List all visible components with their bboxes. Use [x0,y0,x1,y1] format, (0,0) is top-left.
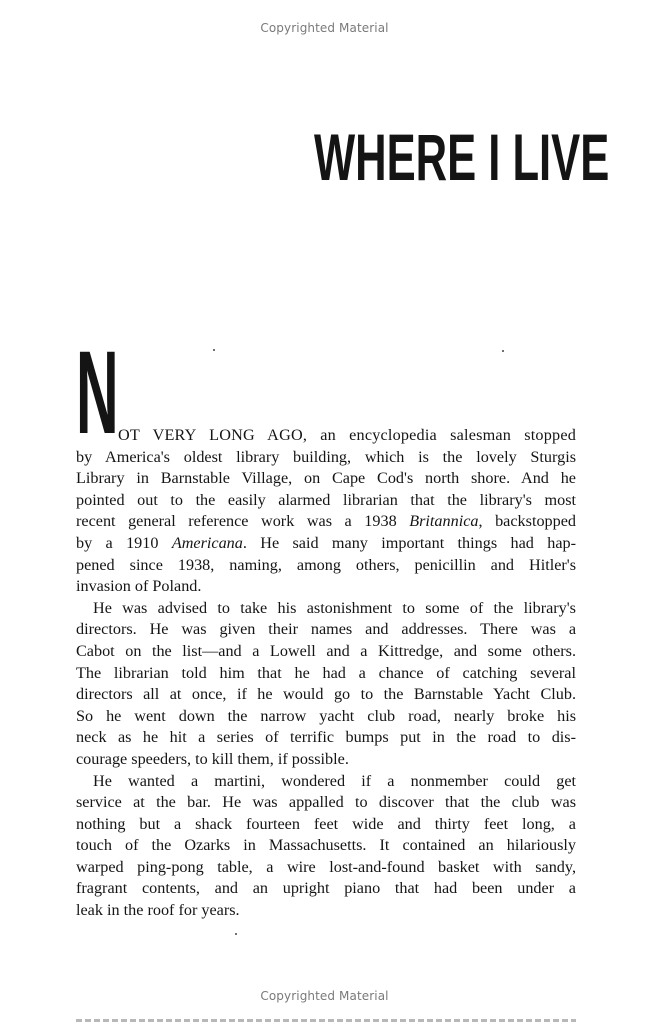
body-line: pened since 1938, naming, among others, penicillin and Hitler's [76,555,576,574]
body-line: directors all at once, if he would go to the Barnstable Yacht Club. [76,685,576,704]
book-title-italic: Britannica [409,512,479,531]
copyright-watermark-top: Copyrighted Material [260,21,389,35]
body-line: service at the bar. He was appalled to discover that the club was [76,793,576,812]
body-line: fragrant contents, and an upright piano that had been under a [76,879,576,898]
body-line-britannica: recent general reference work was a 1938 Britannica, backstopped [76,512,576,531]
print-speck [502,350,504,352]
body-line: warped ping-pong table, a wire lost-and-found basket with sandy, [76,857,576,876]
body-line: neck as he hit a series of terrific bumps put in the road to dis- [76,728,576,747]
print-speck [235,933,237,935]
body-line: nothing but a shack fourteen feet wide and thirty feet long, a [76,814,576,833]
copyright-watermark-bottom: Copyrighted Material [260,989,389,1003]
body-line: He was advised to take his astonishment to some of the library's [93,598,576,617]
body-line: courage speeders, to kill them, if possible. [76,749,349,768]
scan-edge-artifact [76,1019,576,1022]
body-line: The librarian told him that he had a chance of catching several [76,663,576,682]
body-line: invasion of Poland. [76,577,202,596]
body-line: by America's oldest library building, which is the lovely Sturgis [76,447,576,466]
body-line: Cabot on the list—and a Lowell and a Kittredge, and some others. [76,641,576,660]
body-line: touch of the Ozarks in Massachusetts. It contained an hilariously [76,836,576,855]
chapter-body [76,425,576,922]
drop-cap: N [76,327,119,459]
body-line: He wanted a martini, wondered if a nonmember could get [93,771,576,790]
body-line: OT VERY LONG AGO, an encyclopedia salesman stopped [118,426,576,444]
print-speck [213,349,215,351]
body-line: leak in the roof for years. [76,901,240,920]
body-line: Library in Barnstable Village, on Cape Cod's north shore. And he [76,469,576,488]
body-line-americana: by a 1910 Americana. He said many important things had hap- [76,533,576,552]
body-line: So he went down the narrow yacht club road, nearly broke his [76,706,576,725]
body-line: directors. He was given their names and addresses. There was a [76,620,576,639]
chapter-title: WHERE I LIVE [314,120,610,194]
book-title-italic: Americana [171,533,243,552]
body-line: pointed out to the easily alarmed librarian that the library's most [76,490,576,509]
